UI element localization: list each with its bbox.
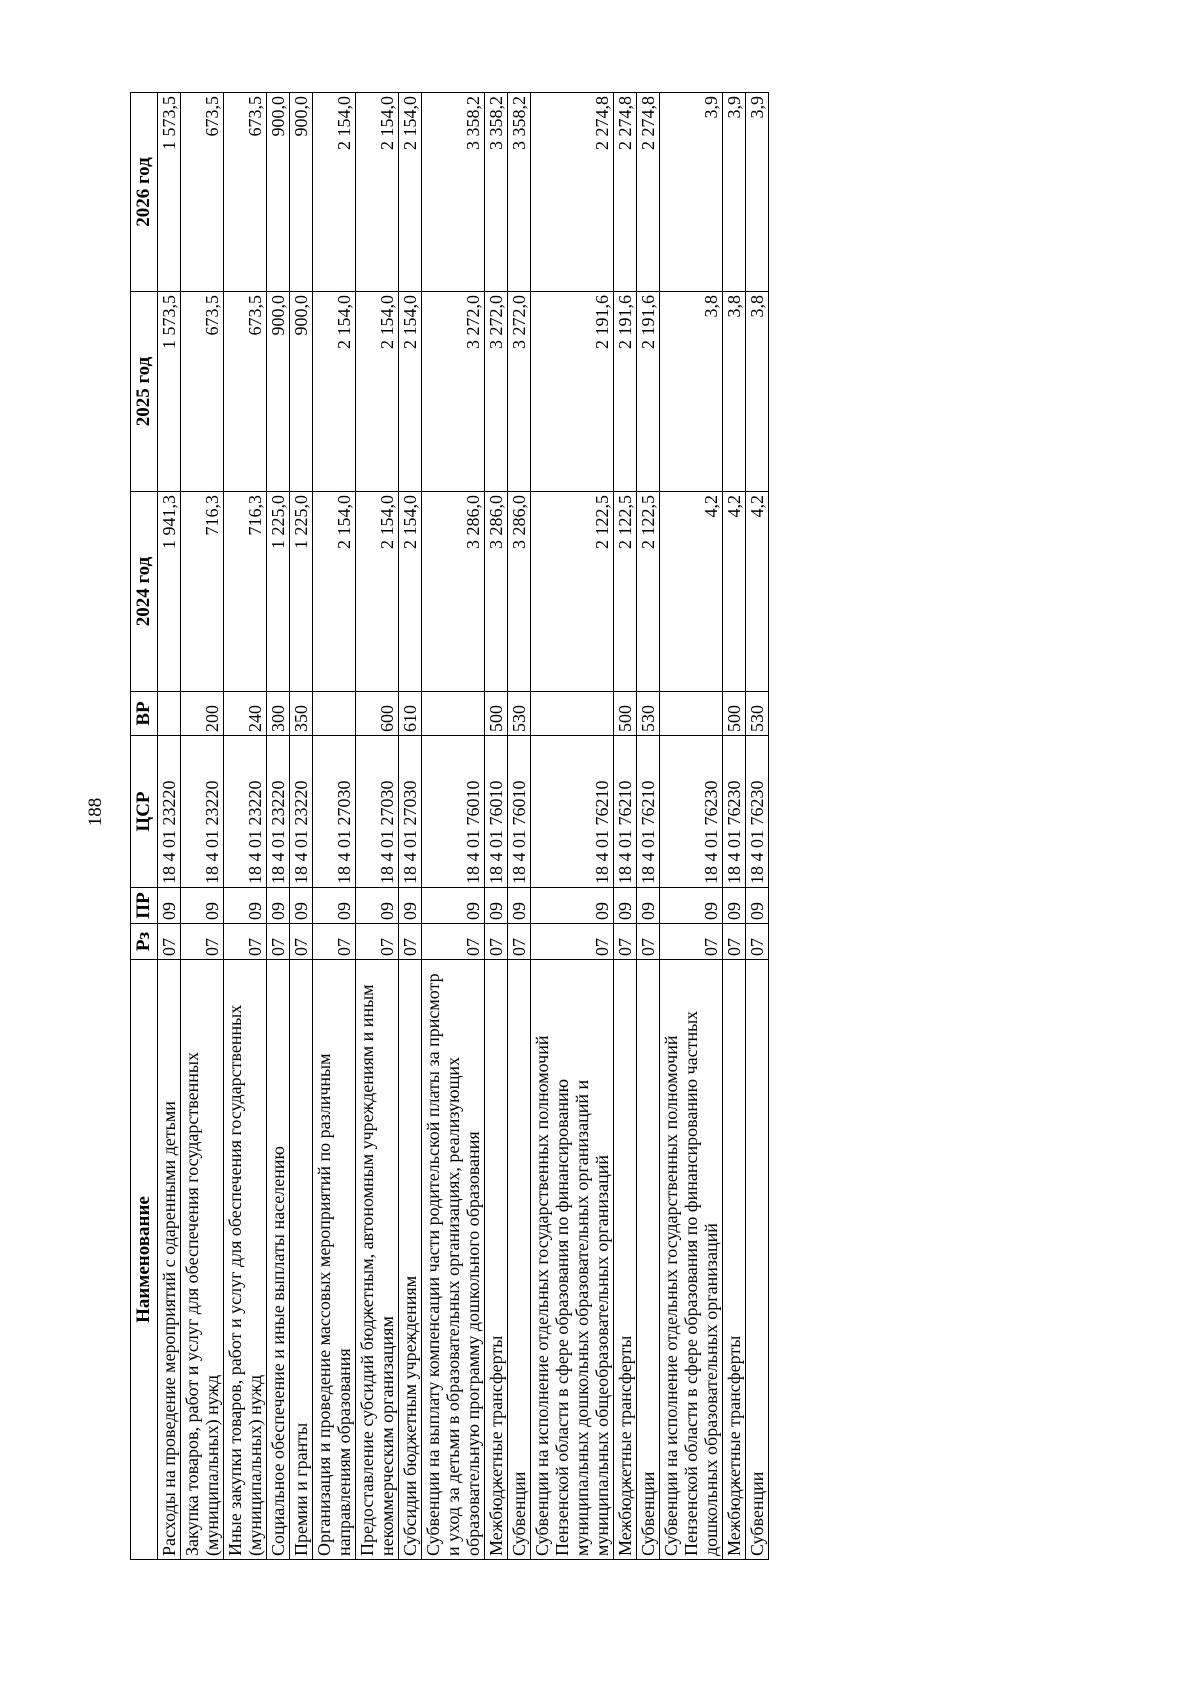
table-row <box>356 93 399 1560</box>
cell-vr: 500 <box>485 692 508 736</box>
cell-name: Субвенции <box>746 960 769 1560</box>
cell-csr: 18 4 01 23220 <box>290 736 313 888</box>
cell-2025: 3 272,0 <box>422 292 485 492</box>
table-row <box>224 93 267 1560</box>
header-2026: 2026 год <box>131 93 158 292</box>
header-pr: ПР <box>131 888 158 924</box>
cell-csr: 18 4 01 76010 <box>422 736 485 888</box>
cell-pr: 09 <box>614 888 637 924</box>
cell-rz: 07 <box>422 924 485 960</box>
cell-csr: 18 4 01 27030 <box>313 736 356 888</box>
cell-2026: 673,5 <box>224 93 267 292</box>
cell-2024: 4,2 <box>723 492 746 692</box>
cell-2024: 4,2 <box>746 492 769 692</box>
table-row <box>313 93 356 1560</box>
cell-rz: 07 <box>614 924 637 960</box>
header-2024: 2024 год <box>131 492 158 692</box>
cell-rz: 07 <box>224 924 267 960</box>
cell-pr: 09 <box>660 888 723 924</box>
header-csr: ЦСР <box>131 736 158 888</box>
cell-csr: 18 4 01 76210 <box>614 736 637 888</box>
table-row <box>637 93 660 1560</box>
header-vr: ВР <box>131 692 158 736</box>
cell-2025: 2 154,0 <box>313 292 356 492</box>
cell-2025: 1 573,5 <box>158 292 181 492</box>
cell-pr: 09 <box>723 888 746 924</box>
cell-2024: 3 286,0 <box>422 492 485 692</box>
cell-vr <box>660 692 723 736</box>
cell-pr: 09 <box>356 888 399 924</box>
cell-rz: 07 <box>158 924 181 960</box>
header-rz: Рз <box>131 924 158 960</box>
cell-2026: 900,0 <box>267 93 290 292</box>
cell-rz: 07 <box>181 924 224 960</box>
cell-2024: 1 225,0 <box>290 492 313 692</box>
cell-2026: 2 274,8 <box>614 93 637 292</box>
cell-2025: 3,8 <box>723 292 746 492</box>
cell-rz: 07 <box>746 924 769 960</box>
cell-2025: 2 191,6 <box>637 292 660 492</box>
cell-2025: 3 272,0 <box>485 292 508 492</box>
cell-csr: 18 4 01 76230 <box>723 736 746 888</box>
cell-2025: 2 154,0 <box>356 292 399 492</box>
budget-table <box>130 92 769 1560</box>
cell-rz: 07 <box>356 924 399 960</box>
cell-2025: 2 191,6 <box>614 292 637 492</box>
table-row <box>746 93 769 1560</box>
cell-2026: 3 358,2 <box>508 93 531 292</box>
table-row <box>485 93 508 1560</box>
cell-pr: 09 <box>224 888 267 924</box>
cell-rz: 07 <box>723 924 746 960</box>
cell-name: Предоставление субсидий бюджетным, автономным учреждениям и иным некоммерческим организациям <box>356 960 399 1560</box>
cell-2024: 4,2 <box>660 492 723 692</box>
cell-vr: 600 <box>356 692 399 736</box>
cell-pr: 09 <box>158 888 181 924</box>
table-row <box>660 93 723 1560</box>
table-row <box>158 93 181 1560</box>
cell-2025: 3 272,0 <box>508 292 531 492</box>
table-row <box>399 93 422 1560</box>
cell-2026: 900,0 <box>290 93 313 292</box>
cell-vr <box>531 692 614 736</box>
cell-2024: 2 122,5 <box>614 492 637 692</box>
table-header-row <box>131 93 158 1560</box>
cell-vr: 530 <box>508 692 531 736</box>
cell-vr: 300 <box>267 692 290 736</box>
cell-2024: 2 122,5 <box>531 492 614 692</box>
cell-2026: 3,9 <box>723 93 746 292</box>
cell-2026: 3,9 <box>660 93 723 292</box>
cell-name: Межбюджетные трансферты <box>723 960 746 1560</box>
table-row <box>723 93 746 1560</box>
table-row <box>267 93 290 1560</box>
cell-vr: 200 <box>181 692 224 736</box>
table-body <box>158 93 769 1560</box>
cell-pr: 09 <box>485 888 508 924</box>
table-row <box>181 93 224 1560</box>
table-row <box>508 93 531 1560</box>
cell-2024: 3 286,0 <box>508 492 531 692</box>
cell-pr: 09 <box>508 888 531 924</box>
cell-vr: 530 <box>637 692 660 736</box>
cell-vr: 530 <box>746 692 769 736</box>
header-name: Наименование <box>131 960 158 1560</box>
cell-name: Субвенции на выплату компенсации части родительской платы за присмотр и уход за детьми в образовательных организациях, реализующих образовательную программу дошкольного образования <box>422 960 485 1560</box>
cell-2024: 1 225,0 <box>267 492 290 692</box>
cell-2026: 673,5 <box>181 93 224 292</box>
cell-2025: 900,0 <box>267 292 290 492</box>
cell-rz: 07 <box>290 924 313 960</box>
cell-name: Иные закупки товаров, работ и услуг для обеспечения государственных (муниципальных) нужд <box>224 960 267 1560</box>
cell-2026: 2 154,0 <box>356 93 399 292</box>
rotated-table-container <box>130 93 1040 1560</box>
cell-pr: 09 <box>181 888 224 924</box>
cell-2026: 2 154,0 <box>399 93 422 292</box>
cell-name: Субвенции на исполнение отдельных государственных полномочий Пензенской области в сфере образования по финансированию муниципальных дошкольных образовательных организаций и муниципальных общеобразовательных организаций <box>531 960 614 1560</box>
cell-csr: 18 4 01 76230 <box>746 736 769 888</box>
cell-rz: 07 <box>531 924 614 960</box>
cell-name: Субвенции <box>508 960 531 1560</box>
cell-2025: 2 191,6 <box>531 292 614 492</box>
cell-2026: 2 154,0 <box>313 93 356 292</box>
cell-name: Субвенции на исполнение отдельных государственных полномочий Пензенской области в сфере образования по финансированию частных дошкольных образовательных организаций <box>660 960 723 1560</box>
cell-rz: 07 <box>313 924 356 960</box>
cell-name: Премии и гранты <box>290 960 313 1560</box>
cell-name: Межбюджетные трансферты <box>614 960 637 1560</box>
cell-vr: 240 <box>224 692 267 736</box>
cell-2025: 3,8 <box>660 292 723 492</box>
cell-csr: 18 4 01 27030 <box>356 736 399 888</box>
cell-2024: 2 122,5 <box>637 492 660 692</box>
cell-vr <box>422 692 485 736</box>
cell-name: Межбюджетные трансферты <box>485 960 508 1560</box>
cell-2025: 673,5 <box>181 292 224 492</box>
cell-vr: 350 <box>290 692 313 736</box>
cell-2024: 2 154,0 <box>313 492 356 692</box>
cell-2024: 2 154,0 <box>356 492 399 692</box>
table-row <box>290 93 313 1560</box>
cell-csr: 18 4 01 27030 <box>399 736 422 888</box>
cell-pr: 09 <box>313 888 356 924</box>
cell-pr: 09 <box>399 888 422 924</box>
cell-name: Субвенции <box>637 960 660 1560</box>
cell-pr: 09 <box>267 888 290 924</box>
cell-2024: 716,3 <box>181 492 224 692</box>
cell-rz: 07 <box>660 924 723 960</box>
header-2025: 2025 год <box>131 292 158 492</box>
cell-name: Закупка товаров, работ и услуг для обеспечения государственных (муниципальных) нужд <box>181 960 224 1560</box>
cell-csr: 18 4 01 23220 <box>181 736 224 888</box>
cell-csr: 18 4 01 76210 <box>531 736 614 888</box>
cell-2024: 1 941,3 <box>158 492 181 692</box>
cell-csr: 18 4 01 76230 <box>660 736 723 888</box>
cell-pr: 09 <box>422 888 485 924</box>
table-row <box>422 93 485 1560</box>
table-row <box>614 93 637 1560</box>
cell-vr: 500 <box>614 692 637 736</box>
page-number: 188 <box>85 797 106 827</box>
cell-name: Организация и проведение массовых мероприятий по различным направлениям образования <box>313 960 356 1560</box>
cell-rz: 07 <box>508 924 531 960</box>
cell-2025: 3,8 <box>746 292 769 492</box>
cell-2026: 2 274,8 <box>531 93 614 292</box>
cell-rz: 07 <box>399 924 422 960</box>
cell-csr: 18 4 01 76210 <box>637 736 660 888</box>
cell-2026: 3 358,2 <box>485 93 508 292</box>
cell-name: Социальное обеспечение и иные выплаты населению <box>267 960 290 1560</box>
cell-name: Расходы на проведение мероприятий с одаренными детьми <box>158 960 181 1560</box>
cell-pr: 09 <box>531 888 614 924</box>
cell-vr <box>158 692 181 736</box>
cell-vr <box>313 692 356 736</box>
cell-vr: 610 <box>399 692 422 736</box>
cell-2025: 900,0 <box>290 292 313 492</box>
cell-pr: 09 <box>290 888 313 924</box>
cell-csr: 18 4 01 23220 <box>224 736 267 888</box>
cell-vr: 500 <box>723 692 746 736</box>
cell-rz: 07 <box>267 924 290 960</box>
cell-pr: 09 <box>637 888 660 924</box>
cell-rz: 07 <box>637 924 660 960</box>
cell-2026: 3 358,2 <box>422 93 485 292</box>
cell-name: Субсидии бюджетным учреждениям <box>399 960 422 1560</box>
cell-csr: 18 4 01 76010 <box>485 736 508 888</box>
cell-2024: 716,3 <box>224 492 267 692</box>
cell-csr: 18 4 01 23220 <box>267 736 290 888</box>
cell-2025: 673,5 <box>224 292 267 492</box>
cell-2026: 2 274,8 <box>637 93 660 292</box>
cell-csr: 18 4 01 76010 <box>508 736 531 888</box>
cell-2025: 2 154,0 <box>399 292 422 492</box>
cell-2024: 3 286,0 <box>485 492 508 692</box>
cell-2026: 3,9 <box>746 93 769 292</box>
table-row <box>531 93 614 1560</box>
cell-2026: 1 573,5 <box>158 93 181 292</box>
cell-2024: 2 154,0 <box>399 492 422 692</box>
cell-csr: 18 4 01 23220 <box>158 736 181 888</box>
cell-rz: 07 <box>485 924 508 960</box>
cell-pr: 09 <box>746 888 769 924</box>
